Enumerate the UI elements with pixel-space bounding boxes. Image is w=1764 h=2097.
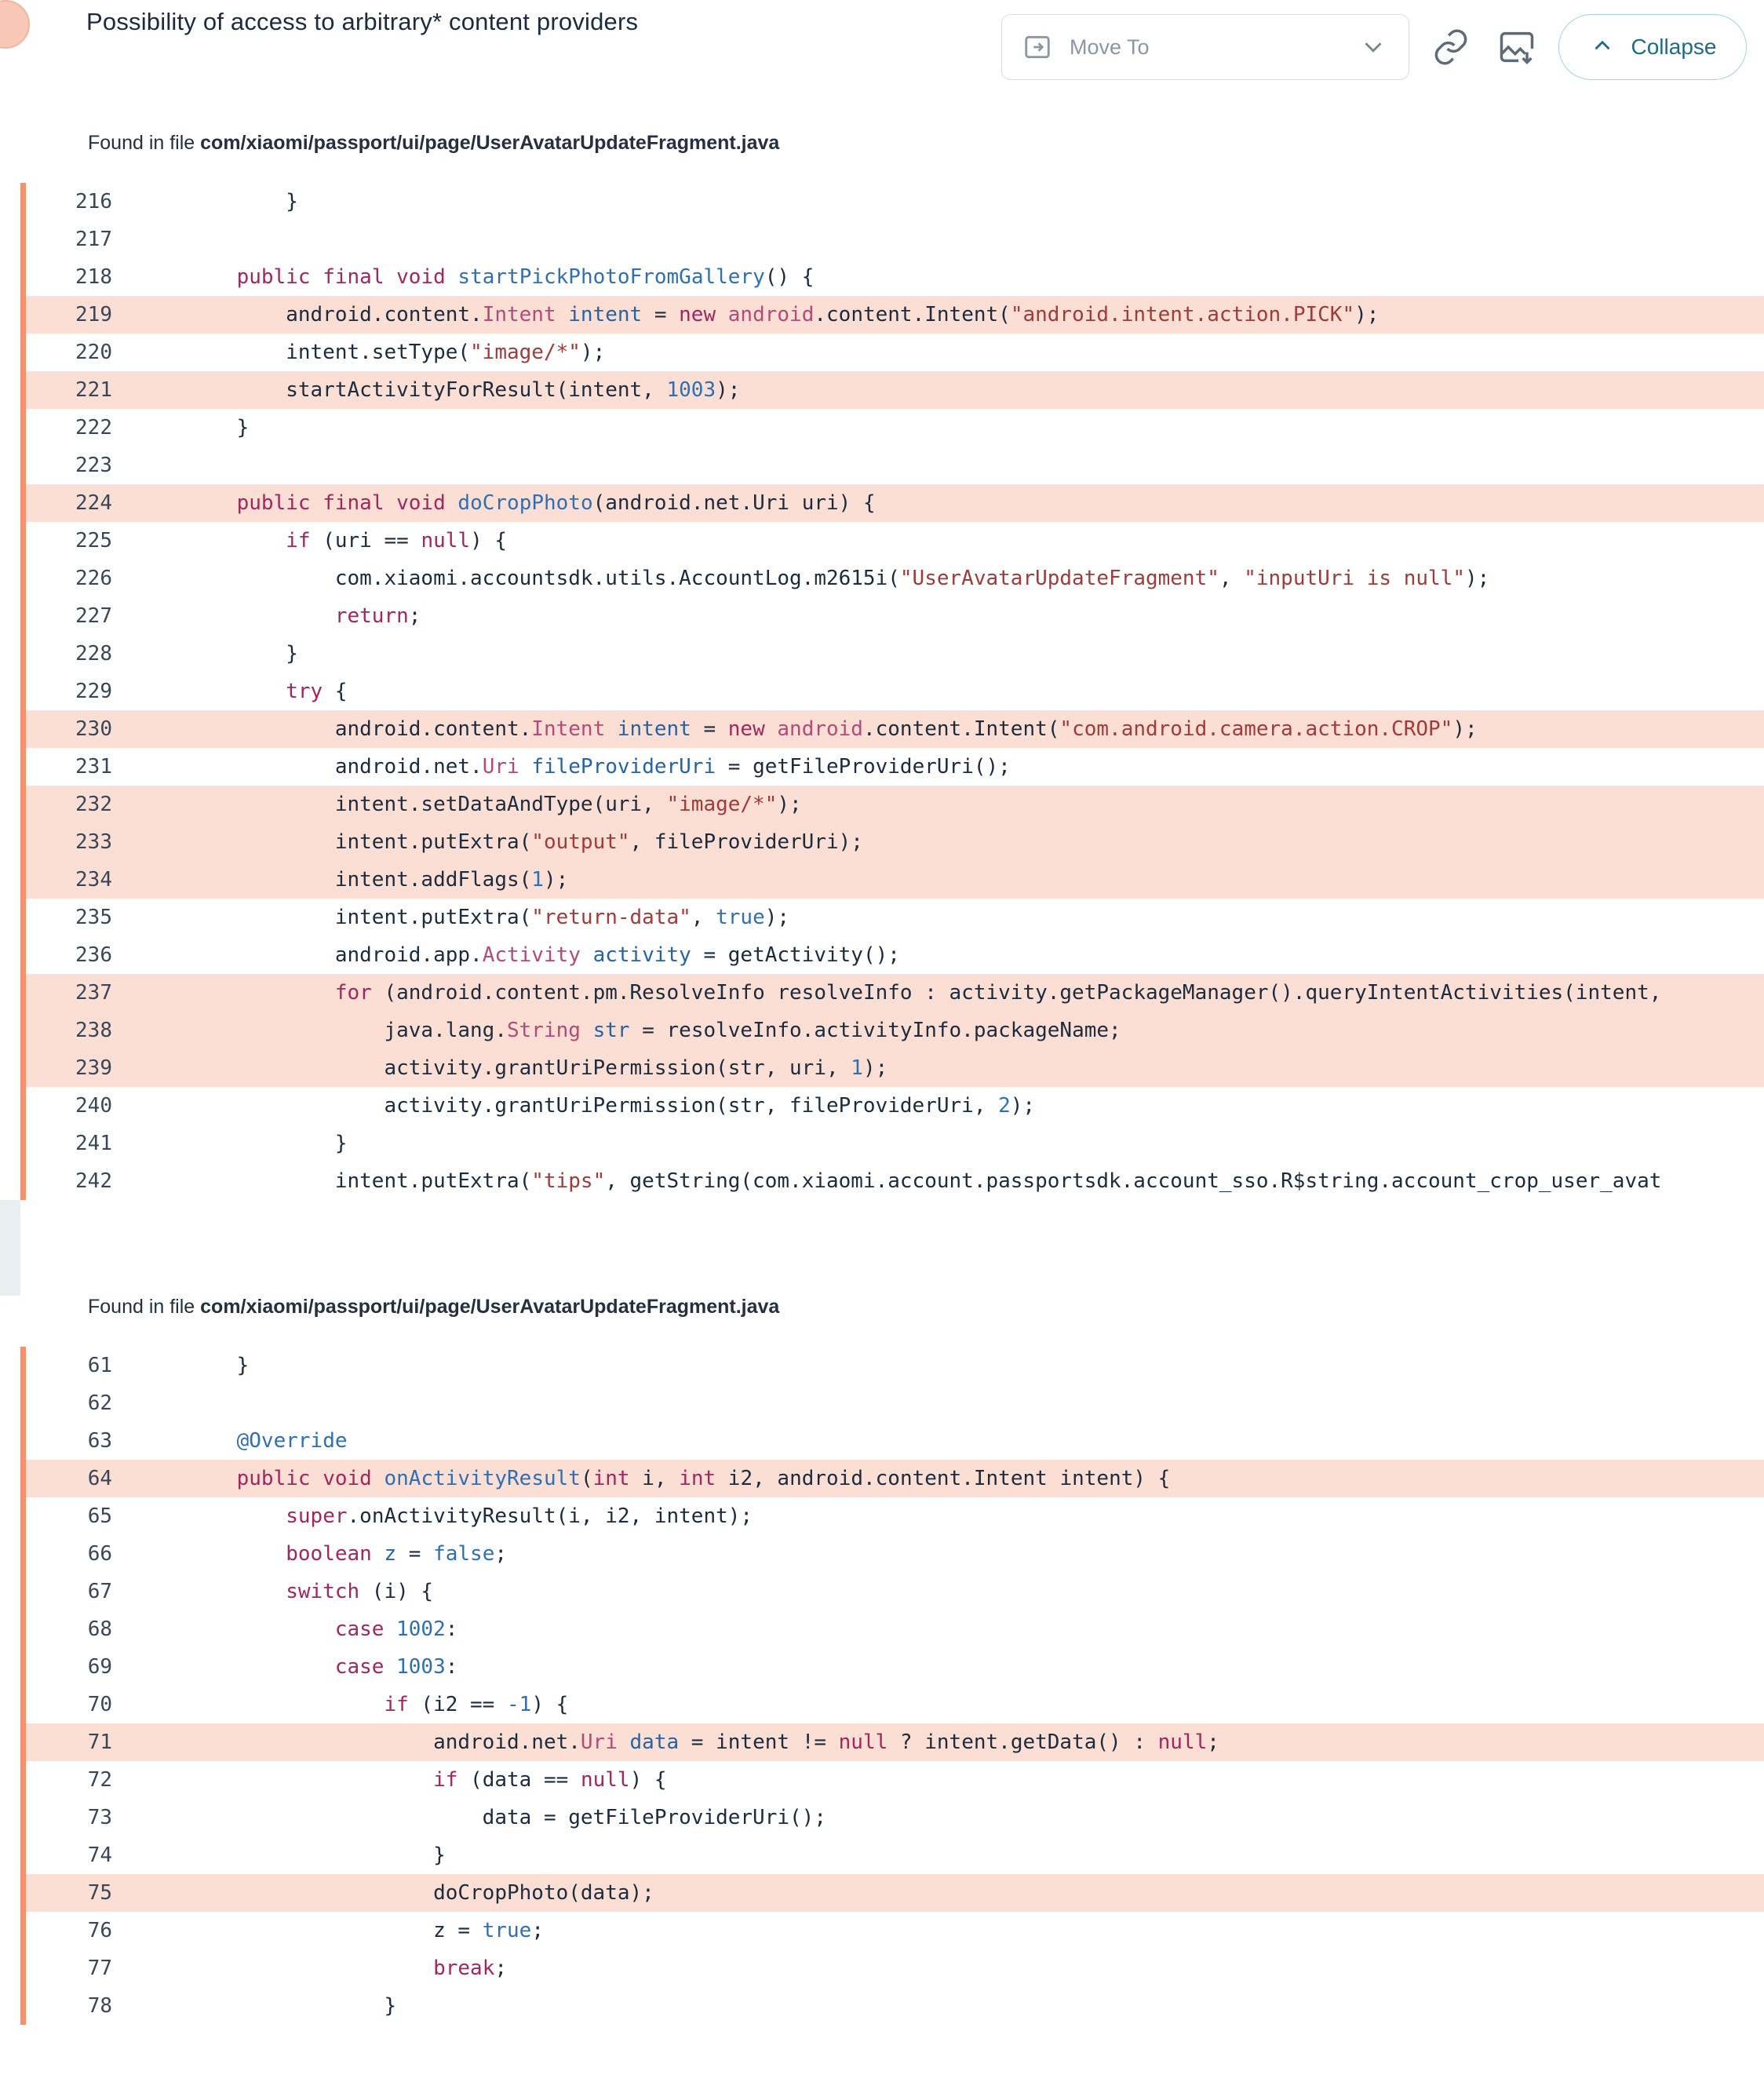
file-path[interactable]: com/xiaomi/passport/ui/page/UserAvatarUpdateFragment.java	[200, 1296, 780, 1318]
line-number: 63	[87, 1429, 112, 1453]
line-source: com.xiaomi.accountsdk.utils.AccountLog.m2615i("UserAvatarUpdateFragment", "inputUri is null");	[188, 567, 1490, 590]
line-source: boolean z = false;	[286, 1542, 508, 1566]
link-icon[interactable]	[1427, 23, 1475, 71]
line-number: 231	[75, 755, 112, 779]
line-number: 234	[75, 868, 112, 892]
code-line	[26, 673, 1764, 710]
code-line	[26, 484, 1764, 522]
finding-separator	[0, 1200, 1764, 1296]
code-line	[26, 786, 1764, 823]
code-line	[26, 1125, 1764, 1162]
line-source: intent.putExtra("output", fileProviderUri);	[188, 830, 863, 854]
code-line	[26, 1460, 1764, 1497]
code-line	[26, 1573, 1764, 1610]
line-source: }	[188, 190, 298, 213]
found-prefix: Found in file	[88, 132, 201, 154]
code-line	[26, 258, 1764, 296]
line-number: 78	[87, 1994, 112, 2018]
line-number: 62	[87, 1391, 112, 1415]
line-number: 70	[87, 1693, 112, 1716]
line-source: public final void startPickPhotoFromGallery() {	[236, 265, 815, 289]
line-source: android.net.Uri fileProviderUri = getFileProviderUri();	[188, 755, 1011, 779]
move-to-icon	[1022, 32, 1052, 62]
findings-list	[0, 132, 1764, 2025]
chevron-up-icon	[1589, 32, 1619, 62]
line-number: 68	[87, 1617, 112, 1641]
line-source: break;	[433, 1957, 508, 1980]
move-to-label: Move To	[1070, 35, 1150, 59]
code-line	[26, 936, 1764, 974]
code-line	[26, 1648, 1764, 1686]
line-source: public final void doCropPhoto(android.net.Uri uri) {	[236, 491, 876, 515]
found-prefix: Found in file	[88, 1296, 201, 1318]
page-title: Possibility of access to arbitrary* content providers	[86, 8, 639, 35]
code-line	[26, 748, 1764, 786]
line-source: case 1003:	[334, 1655, 458, 1679]
page-header	[0, 0, 1764, 111]
line-source: z = true;	[188, 1919, 544, 1942]
line-source: doCropPhoto(data);	[188, 1881, 654, 1905]
line-number: 239	[75, 1056, 112, 1080]
line-number: 228	[75, 642, 112, 666]
line-number: 222	[75, 416, 112, 439]
code-line	[26, 1610, 1764, 1648]
line-source: activity.grantUriPermission(str, fileProviderUri, 2);	[188, 1094, 1036, 1118]
line-number: 241	[75, 1132, 112, 1155]
line-number: 217	[75, 228, 112, 251]
line-number: 220	[75, 341, 112, 364]
line-number: 240	[75, 1094, 112, 1118]
code-line	[26, 1422, 1764, 1460]
code-line	[26, 1874, 1764, 1912]
line-source: }	[188, 1994, 397, 2018]
line-number: 227	[75, 604, 112, 628]
line-number: 219	[75, 303, 112, 326]
code-line	[26, 1949, 1764, 1987]
line-source: if (i2 == -1) {	[384, 1693, 569, 1716]
line-number: 216	[75, 190, 112, 213]
line-source: intent.addFlags(1);	[188, 868, 569, 892]
line-number: 232	[75, 793, 112, 816]
code-line	[26, 183, 1764, 221]
line-source: data = getFileProviderUri();	[188, 1806, 826, 1829]
line-number: 61	[87, 1354, 112, 1377]
line-source: android.app.Activity activity = getActivity();	[188, 943, 900, 967]
line-number: 77	[87, 1957, 112, 1980]
line-source: }	[188, 1844, 446, 1867]
image-download-icon[interactable]	[1492, 23, 1541, 71]
line-number: 229	[75, 680, 112, 703]
line-source: intent.setType("image/*");	[188, 341, 606, 364]
code-line	[26, 371, 1764, 409]
code-line	[26, 447, 1764, 484]
line-number: 224	[75, 491, 112, 515]
line-source: intent.setDataAndType(uri, "image/*");	[188, 793, 802, 816]
code-line	[26, 296, 1764, 334]
line-number: 66	[87, 1542, 112, 1566]
code-line	[26, 1723, 1764, 1761]
line-source: try {	[286, 680, 348, 703]
line-number: 72	[87, 1768, 112, 1792]
line-number: 73	[87, 1806, 112, 1829]
code-line	[26, 1087, 1764, 1125]
code-line	[26, 560, 1764, 597]
line-number: 238	[75, 1019, 112, 1042]
code-line	[26, 1987, 1764, 2025]
line-number: 225	[75, 529, 112, 553]
code-line	[26, 899, 1764, 936]
code-line	[26, 1799, 1764, 1836]
line-number: 64	[87, 1467, 112, 1490]
code-snippet[interactable]	[20, 1347, 1764, 2025]
line-source: startActivityForResult(intent, 1003);	[188, 378, 741, 402]
header-toolbar	[1001, 14, 1747, 80]
line-source: return;	[334, 604, 421, 628]
code-line	[26, 1162, 1764, 1200]
code-line	[26, 861, 1764, 899]
line-source: android.content.Intent intent = new android.content.Intent("com.android.camera.action.CROP");	[188, 717, 1478, 741]
code-line	[26, 1384, 1764, 1422]
line-source: activity.grantUriPermission(str, uri, 1);	[188, 1056, 888, 1080]
code-line	[26, 1912, 1764, 1949]
code-line	[26, 710, 1764, 748]
line-source: android.net.Uri data = intent != null ? intent.getData() : null;	[188, 1730, 1219, 1754]
line-number: 74	[87, 1844, 112, 1867]
code-line	[26, 1535, 1764, 1573]
code-line	[26, 1686, 1764, 1723]
line-source: }	[188, 1354, 250, 1377]
collapse-button[interactable]	[1558, 14, 1747, 80]
line-source: public void onActivityResult(int i, int i2, android.content.Intent intent) {	[236, 1467, 1171, 1490]
code-line	[26, 1836, 1764, 1874]
line-number: 223	[75, 454, 112, 477]
code-line	[26, 1347, 1764, 1384]
line-source: }	[188, 642, 298, 666]
line-source: intent.putExtra("return-data", true);	[188, 906, 790, 929]
code-line	[26, 1049, 1764, 1087]
code-line	[26, 974, 1764, 1012]
code-line	[26, 635, 1764, 673]
move-to-dropdown[interactable]	[1001, 14, 1409, 80]
collapse-label: Collapse	[1631, 35, 1717, 59]
line-number: 221	[75, 378, 112, 402]
code-line	[26, 823, 1764, 861]
finding-block	[0, 132, 1764, 1200]
code-lines	[26, 183, 1764, 1200]
line-source: intent.putExtra("tips", getString(com.xiaomi.account.passportsdk.account_sso.R$string.account_crop_user_avat	[188, 1169, 1662, 1193]
line-source: if (uri == null) {	[286, 529, 508, 553]
chevron-down-icon[interactable]	[1358, 32, 1388, 62]
line-source: for (android.content.pm.ResolveInfo resolveInfo : activity.getPackageManager().queryIntentActivities(intent,	[334, 981, 1662, 1005]
found-in-file-label	[0, 132, 1764, 155]
line-number: 226	[75, 567, 112, 590]
code-snippet[interactable]	[20, 183, 1764, 1200]
code-line	[26, 597, 1764, 635]
line-number: 236	[75, 943, 112, 967]
line-source: @Override	[236, 1429, 348, 1453]
line-number: 218	[75, 265, 112, 289]
code-line	[26, 522, 1764, 560]
line-number: 242	[75, 1169, 112, 1193]
code-line	[26, 1012, 1764, 1049]
line-source: switch (i) {	[286, 1580, 434, 1603]
separator-left-bar	[0, 1200, 20, 1296]
file-path[interactable]: com/xiaomi/passport/ui/page/UserAvatarUpdateFragment.java	[200, 132, 780, 154]
status-indicator-dot	[0, 0, 30, 49]
code-line	[26, 1761, 1764, 1799]
line-number: 237	[75, 981, 112, 1005]
code-line	[26, 334, 1764, 371]
line-source: }	[188, 1132, 348, 1155]
line-source: if (data == null) {	[433, 1768, 667, 1792]
finding-block	[0, 1296, 1764, 2025]
line-number: 71	[87, 1730, 112, 1754]
found-in-file-label	[0, 1296, 1764, 1318]
line-number: 69	[87, 1655, 112, 1679]
code-lines	[26, 1347, 1764, 2025]
line-source: java.lang.String str = resolveInfo.activityInfo.packageName;	[188, 1019, 1121, 1042]
line-number: 233	[75, 830, 112, 854]
line-number: 75	[87, 1881, 112, 1905]
code-line	[26, 221, 1764, 258]
line-source: case 1002:	[334, 1617, 458, 1641]
code-line	[26, 1497, 1764, 1535]
line-number: 230	[75, 717, 112, 741]
code-line	[26, 409, 1764, 447]
line-number: 65	[87, 1504, 112, 1528]
line-source: super.onActivityResult(i, i2, intent);	[286, 1504, 753, 1528]
line-source: android.content.Intent intent = new android.content.Intent("android.intent.action.PICK");	[188, 303, 1379, 326]
line-number: 76	[87, 1919, 112, 1942]
line-number: 235	[75, 906, 112, 929]
line-source: }	[188, 416, 250, 439]
line-number: 67	[87, 1580, 112, 1603]
